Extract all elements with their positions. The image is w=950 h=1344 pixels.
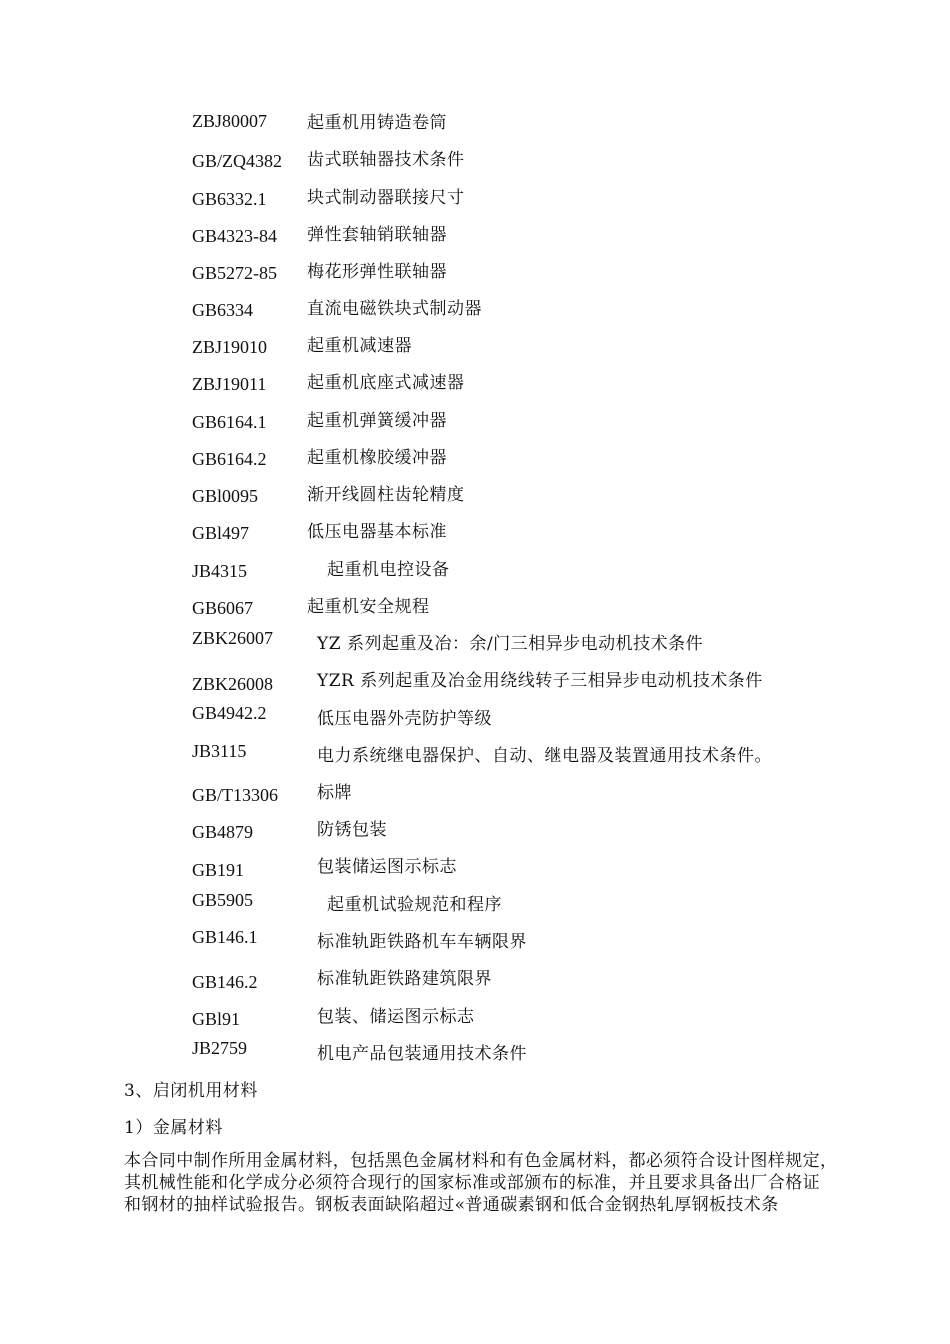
standard-code: GB/T13306 [192,785,279,805]
standard-code: GB6164.1 [192,412,267,432]
standard-name: 起重机弹簧缓冲器 [307,411,447,431]
standard-row [0,889,950,919]
standard-code: JB3115 [192,741,247,761]
standard-name: 防锈包装 [317,820,387,840]
standard-row [0,331,950,361]
standard-name: 起重机橡胶缓冲器 [307,448,447,468]
standard-code: ZBK26008 [192,674,273,694]
paragraph-line: 和钢材的抽样试验报告。钢板表面缺陷超过«普通碳素钢和低合金钢热轧厚钢板技术条 [124,1195,779,1215]
standard-code: GB6334 [192,300,254,320]
standard-code: JB2759 [192,1038,248,1058]
standard-name: 起重机试验规范和程序 [327,895,502,915]
standard-name: 块式制动器联接尺寸 [307,188,465,208]
standard-name: 低压电器基本标准 [307,522,447,542]
subsection-heading: 1）金属材料 [124,1118,223,1138]
standard-name: 机电产品包装通用技术条件 [317,1044,527,1064]
standard-name: 直流电磁铁块式制动器 [307,299,482,319]
standard-name: 标准轨距铁路机车车辆限界 [317,932,527,952]
standard-code: GB6164.2 [192,449,267,469]
standard-code: GB6332.1 [192,189,267,209]
standard-name: 包装、储运图示标志 [317,1007,475,1027]
standard-row [0,368,950,398]
standard-row [0,145,950,175]
standard-row [0,406,950,436]
standard-row [0,443,950,473]
standard-name: 起重机电控设备 [327,560,450,580]
standard-row [0,629,950,659]
standard-row [0,555,950,585]
standard-code: GBl497 [192,523,250,543]
standard-row [0,740,950,770]
paragraph-line: 本合同中制作所用金属材料，包括黑色金属材料和有色金属材料，都必须符合设计图样规定， [124,1151,838,1171]
section-heading: 3、启闭机用材料 [124,1081,258,1101]
body-paragraph [124,1150,914,1216]
standard-name: 渐开线圆柱齿轮精度 [307,485,465,505]
standard-row [0,1001,950,1031]
standard-code: GB/ZQ4382 [192,151,282,171]
standard-name: 电力系统继电器保护、自动、继电器及装置通用技术条件。 [317,746,772,766]
standard-code: JB4315 [192,561,248,581]
standard-name: 起重机减速器 [307,336,412,356]
standard-name: 起重机底座式减速器 [307,373,465,393]
standard-row [0,294,950,324]
standard-code: GB191 [192,860,245,880]
standard-name: YZR 系列起重及冶金用绕线转子三相异步电动机技术条件 [317,671,763,691]
standard-code: GB146.2 [192,972,258,992]
standard-name: 包装储运图示标志 [317,857,457,877]
standard-code: GB4942.2 [192,703,267,723]
standard-code: GBl91 [192,1009,241,1029]
standard-row [0,517,950,547]
standard-name: 齿式联轴器技术条件 [307,150,465,170]
standard-code: ZBK26007 [192,628,273,648]
standard-row [0,480,950,510]
standard-row [0,852,950,882]
standard-row [0,592,950,622]
standard-name: 弹性套轴销联轴器 [307,225,447,245]
standard-row [0,815,950,845]
standard-code: ZBJ80007 [192,111,268,131]
standard-row [0,108,950,138]
standard-name: 起重机用铸造卷筒 [307,113,447,133]
standard-row [0,927,950,957]
standard-row [0,964,950,994]
standard-code: ZBJ19011 [192,374,267,394]
standard-row [0,220,950,250]
standard-name: 起重机安全规程 [307,597,430,617]
standard-code: GB146.1 [192,927,258,947]
standard-name: 低压电器外壳防护等级 [317,709,492,729]
standard-code: GB5905 [192,890,254,910]
standard-row [0,703,950,733]
standard-code: GB5272-85 [192,263,277,283]
standard-name: 标牌 [317,783,352,803]
standard-name: YZ 系列起重及冶：余/门三相异步电动机技术条件 [317,634,704,654]
standard-name: 梅花形弹性联轴器 [307,262,447,282]
standard-row [0,778,950,808]
standard-code: ZBJ19010 [192,337,268,357]
standard-code: GB4879 [192,822,254,842]
standard-code: GB4323-84 [192,226,277,246]
standard-code: GBl0095 [192,486,259,506]
standard-name: 标准轨距铁路建筑限界 [317,969,492,989]
standard-code: GB6067 [192,598,254,618]
paragraph-line: 其机械性能和化学成分必须符合现行的国家标准或部颁布的标准，并且要求具备出厂合格证 [124,1173,820,1193]
standard-row [0,666,950,696]
standard-row [0,257,950,287]
standard-row [0,1038,950,1068]
standard-row [0,183,950,213]
